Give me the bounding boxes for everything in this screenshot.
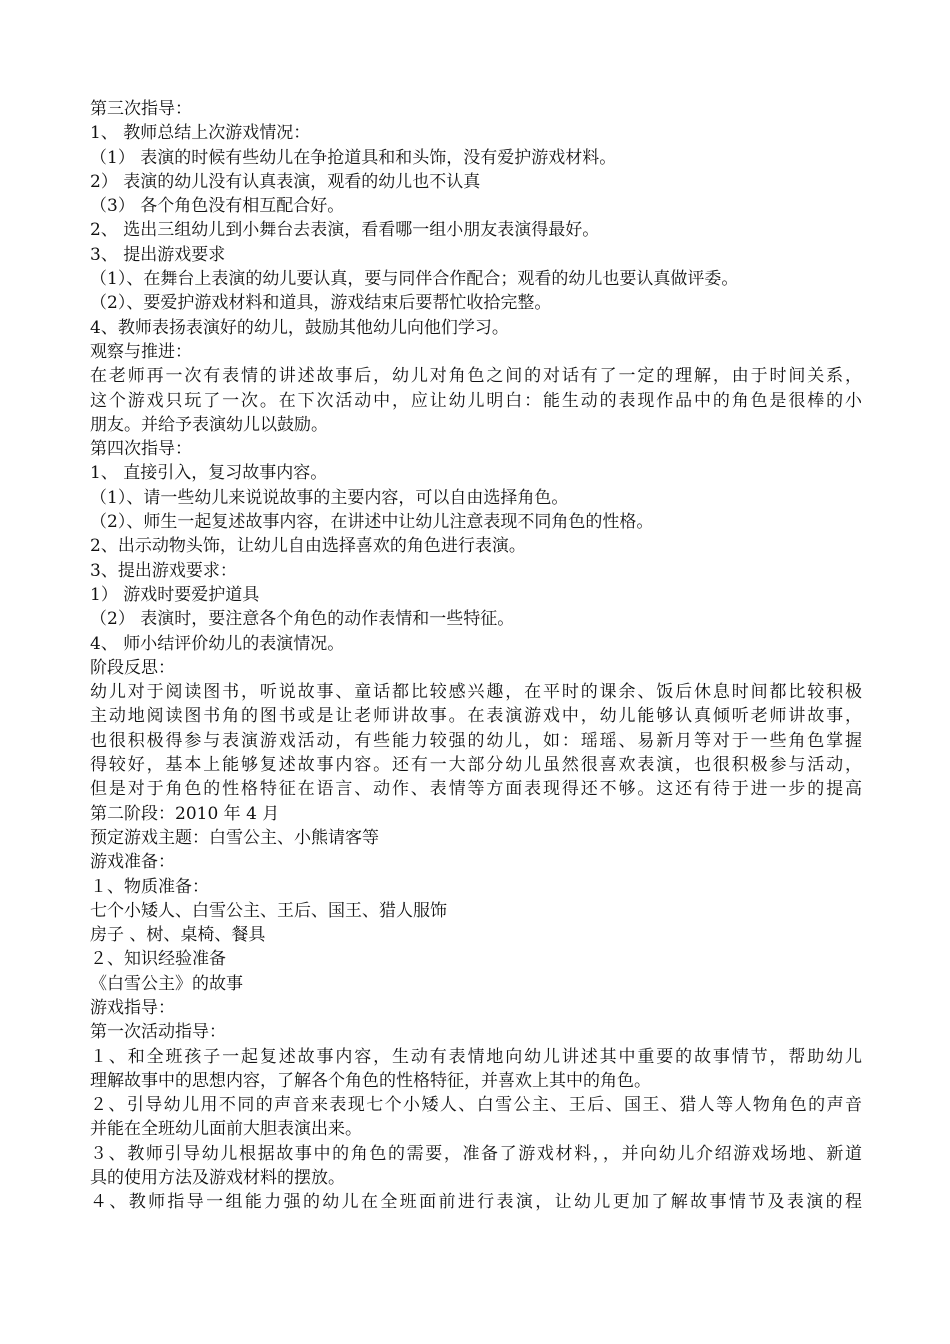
paragraph-line: 这个游戏只玩了一次。在下次活动中，应让幼儿明白：能生动的表现作品中的角色是很棒的小 [90,390,862,411]
paragraph-line: ３、教师引导幼儿根据故事中的角色的需要，准备了游戏材料，，并向幼儿介绍游戏场地、新道 [90,1143,862,1164]
paragraph-line: 朋友。并给予表演幼儿以鼓励。 [90,414,328,435]
section-heading: 观察与推进： [90,341,192,362]
list-item: （3） 各个角色没有相互配合好。 [90,196,345,217]
paragraph-line: 并能在全班幼儿面前大胆表演出来。 [90,1119,362,1140]
list-item: （2） 表演时，要注意各个角色的动作表情和一些特征。 [90,609,515,630]
list-item: 1、 教师总结上次游戏情况： [90,123,311,144]
section-heading: 第四次指导： [90,439,192,460]
list-item: 1） 游戏时要爱护道具 [90,584,260,605]
section-heading: 阶段反思： [90,657,175,678]
text-line: 七个小矮人、白雪公主、王后、国王、猎人服饰 [90,900,447,921]
text-line: 预定游戏主题：白雪公主、小熊请客等 [90,827,379,848]
list-item: １、物质准备： [90,876,209,897]
list-item: 3、 提出游戏要求 [90,244,226,265]
paragraph-line: 主动地阅读图书角的图书或是让老师讲故事。在表演游戏中，幼儿能够认真倾听老师讲故事， [90,706,862,727]
section-heading: 第一次活动指导： [90,1022,226,1043]
paragraph-line: ２、引导幼儿用不同的声音来表现七个小矮人、白雪公主、王后、国王、猎人等人物角色的声音 [90,1095,862,1116]
paragraph-line: 幼儿对于阅读图书，听说故事、童话都比较感兴趣，在平时的课余、饭后休息时间都比较积极 [90,682,862,703]
list-item: 4、教师表扬表演好的幼儿，鼓励其他幼儿向他们学习。 [90,317,509,338]
list-item: 2、 选出三组幼儿到小舞台去表演，看看哪一组小朋友表演得最好。 [90,220,600,241]
section-heading: 第二阶段：2010 年 4 月 [90,803,280,824]
list-item: 3、提出游戏要求： [90,560,237,581]
section-heading: 游戏准备： [90,852,175,873]
paragraph-line: 得较好，基本上能够复述故事内容。还有一大部分幼儿虽然很喜欢表演，也很积极参与活动， [90,755,862,776]
paragraph-line: ４、教师指导一组能力强的幼儿在全班面前进行表演，让幼儿更加了解故事情节及表演的程 [90,1192,862,1213]
list-item: （1） 表演的时候有些幼儿在争抢道具和和头饰，没有爱护游戏材料。 [90,147,617,168]
list-item: 2、出示动物头饰，让幼儿自由选择喜欢的角色进行表演。 [90,536,526,557]
list-item: （2）、要爱护游戏材料和道具，游戏结束后要帮忙收拾完整。 [90,293,552,314]
paragraph-line: 也很积极得参与表演游戏活动，有些能力较强的幼儿，如：瑶瑶、易新月等对于一些角色掌握 [90,730,862,751]
section-heading: 游戏指导： [90,997,175,1018]
list-item: （1）、请一些幼儿来说说故事的主要内容，可以自由选择角色。 [90,487,569,508]
text-line: 《白雪公主》的故事 [90,973,243,994]
list-item: 4、 师小结评价幼儿的表演情况。 [90,633,345,654]
list-item: ２、知识经验准备 [90,949,226,970]
document-page [90,97,862,1215]
paragraph-line: 具的使用方法及游戏材料的摆放。 [90,1168,345,1189]
list-item: （2）、师生一起复述故事内容，在讲述中让幼儿注意表现不同角色的性格。 [90,512,654,533]
list-item: 1、 直接引入，复习故事内容。 [90,463,328,484]
section-heading: 第三次指导： [90,99,192,119]
list-item: （1）、在舞台上表演的幼儿要认真，要与同伴合作配合；观看的幼儿也要认真做评委。 [90,269,739,290]
paragraph-line: 在老师再一次有表情的讲述故事后，幼儿对角色之间的对话有了一定的理解，由于时间关系， [90,366,862,387]
text-line: 房子 、树、桌椅、餐具 [90,925,266,946]
list-item: 2） 表演的幼儿没有认真表演，观看的幼儿也不认真 [90,171,481,192]
paragraph-line: 但是对于角色的性格特征在语言、动作、表情等方面表现得还不够。这还有待于进一步的提高 [90,779,862,800]
paragraph-line: 理解故事中的思想内容，了解各个角色的性格特征，并喜欢上其中的角色。 [90,1070,651,1091]
paragraph-line: １、和全班孩子一起复述故事内容，生动有表情地向幼儿讲述其中重要的故事情节，帮助幼儿 [90,1046,862,1067]
